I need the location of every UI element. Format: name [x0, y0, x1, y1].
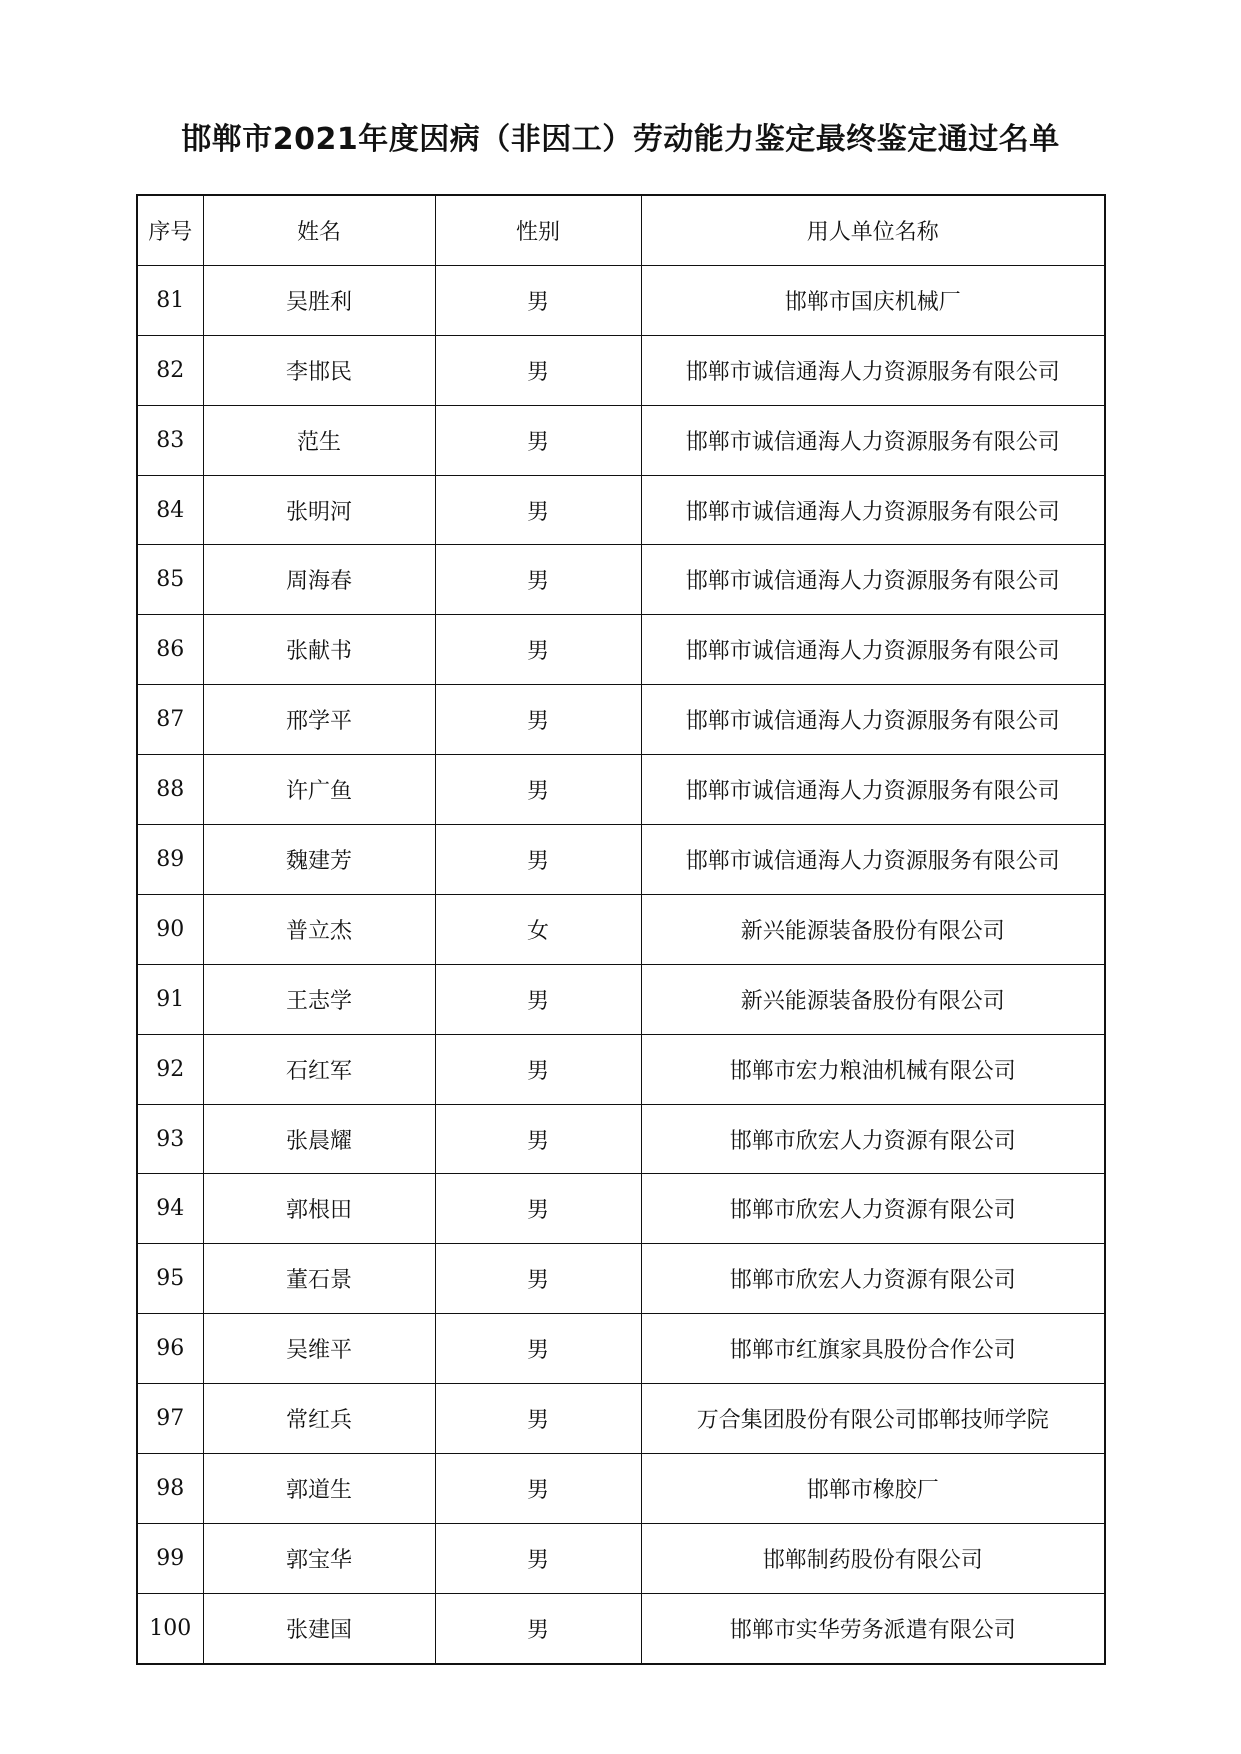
cell-name: 吴胜利: [203, 265, 435, 335]
cell-unit: 万合集团股份有限公司邯郸技师学院: [641, 1384, 1105, 1454]
cell-name: 董石景: [203, 1244, 435, 1314]
cell-unit: 新兴能源装备股份有限公司: [641, 964, 1105, 1034]
cell-unit: 邯郸市橡胶厂: [641, 1454, 1105, 1524]
cell-gender: 男: [435, 1523, 641, 1593]
cell-unit: 邯郸市诚信通海人力资源服务有限公司: [641, 825, 1105, 895]
cell-seq: 99: [137, 1523, 203, 1593]
cell-gender: 男: [435, 964, 641, 1034]
table-row: [137, 1174, 1105, 1244]
cell-unit: 邯郸市国庆机械厂: [641, 265, 1105, 335]
header-seq: 序号: [137, 195, 203, 265]
table-header-row: [137, 195, 1105, 265]
cell-name: 张建国: [203, 1593, 435, 1663]
cell-gender: 男: [435, 1104, 641, 1174]
cell-seq: 82: [137, 335, 203, 405]
cell-name: 石红军: [203, 1034, 435, 1104]
table-row: [137, 1314, 1105, 1384]
cell-seq: 96: [137, 1314, 203, 1384]
cell-unit: 邯郸市红旗家具股份合作公司: [641, 1314, 1105, 1384]
table-row: [137, 615, 1105, 685]
cell-name: 张晨耀: [203, 1104, 435, 1174]
header-unit: 用人单位名称: [641, 195, 1105, 265]
table-row: [137, 405, 1105, 475]
cell-name: 郭根田: [203, 1174, 435, 1244]
cell-name: 张献书: [203, 615, 435, 685]
cell-seq: 83: [137, 405, 203, 475]
cell-seq: 90: [137, 894, 203, 964]
cell-name: 吴维平: [203, 1314, 435, 1384]
cell-unit: 邯郸市诚信通海人力资源服务有限公司: [641, 475, 1105, 545]
cell-gender: 男: [435, 825, 641, 895]
cell-unit: 邯郸市诚信通海人力资源服务有限公司: [641, 335, 1105, 405]
table-row: [137, 1244, 1105, 1314]
cell-unit: 邯郸市实华劳务派遣有限公司: [641, 1593, 1105, 1663]
cell-unit: 邯郸市欣宏人力资源有限公司: [641, 1244, 1105, 1314]
cell-seq: 98: [137, 1454, 203, 1524]
table-row: [137, 685, 1105, 755]
cell-seq: 86: [137, 615, 203, 685]
cell-unit: 邯郸市宏力粮油机械有限公司: [641, 1034, 1105, 1104]
cell-unit: 邯郸市诚信通海人力资源服务有限公司: [641, 405, 1105, 475]
table-row: [137, 545, 1105, 615]
cell-unit: 邯郸市诚信通海人力资源服务有限公司: [641, 545, 1105, 615]
cell-unit: 邯郸市诚信通海人力资源服务有限公司: [641, 685, 1105, 755]
cell-seq: 97: [137, 1384, 203, 1454]
cell-gender: 男: [435, 1454, 641, 1524]
cell-gender: 男: [435, 1314, 641, 1384]
table-row: [137, 1593, 1105, 1663]
cell-name: 魏建芳: [203, 825, 435, 895]
cell-seq: 94: [137, 1174, 203, 1244]
cell-seq: 84: [137, 475, 203, 545]
cell-gender: 男: [435, 1384, 641, 1454]
cell-name: 张明河: [203, 475, 435, 545]
cell-gender: 男: [435, 1244, 641, 1314]
cell-seq: 89: [137, 825, 203, 895]
cell-name: 普立杰: [203, 894, 435, 964]
table-row: [137, 335, 1105, 405]
cell-unit: 邯郸市诚信通海人力资源服务有限公司: [641, 615, 1105, 685]
cell-name: 李邯民: [203, 335, 435, 405]
cell-name: 郭宝华: [203, 1523, 435, 1593]
cell-gender: 男: [435, 545, 641, 615]
cell-seq: 100: [137, 1593, 203, 1663]
cell-gender: 男: [435, 755, 641, 825]
cell-name: 王志学: [203, 964, 435, 1034]
cell-name: 常红兵: [203, 1384, 435, 1454]
cell-unit: 新兴能源装备股份有限公司: [641, 894, 1105, 964]
cell-unit: 邯郸制药股份有限公司: [641, 1523, 1105, 1593]
cell-seq: 87: [137, 685, 203, 755]
table-row: [137, 1523, 1105, 1593]
cell-gender: 男: [435, 405, 641, 475]
cell-seq: 93: [137, 1104, 203, 1174]
table-row: [137, 894, 1105, 964]
cell-seq: 92: [137, 1034, 203, 1104]
cell-unit: 邯郸市欣宏人力资源有限公司: [641, 1174, 1105, 1244]
table-row: [137, 1384, 1105, 1454]
document-title: 邯郸市2021年度因病（非因工）劳动能力鉴定最终鉴定通过名单: [181, 122, 1060, 157]
cell-gender: 男: [435, 475, 641, 545]
table-row: [137, 1454, 1105, 1524]
table-row: [137, 1104, 1105, 1174]
cell-gender: 男: [435, 685, 641, 755]
cell-gender: 男: [435, 1174, 641, 1244]
table-body: [137, 265, 1105, 1663]
cell-name: 邢学平: [203, 685, 435, 755]
table-row: [137, 265, 1105, 335]
cell-seq: 81: [137, 265, 203, 335]
cell-seq: 95: [137, 1244, 203, 1314]
cell-name: 范生: [203, 405, 435, 475]
cell-name: 许广鱼: [203, 755, 435, 825]
header-name: 姓名: [203, 195, 435, 265]
cell-seq: 91: [137, 964, 203, 1034]
cell-gender: 女: [435, 894, 641, 964]
cell-gender: 男: [435, 1034, 641, 1104]
cell-gender: 男: [435, 335, 641, 405]
header-gender: 性别: [435, 195, 641, 265]
table-row: [137, 1034, 1105, 1104]
table-row: [137, 755, 1105, 825]
cell-name: 周海春: [203, 545, 435, 615]
cell-unit: 邯郸市诚信通海人力资源服务有限公司: [641, 755, 1105, 825]
cell-seq: 85: [137, 545, 203, 615]
table-row: [137, 964, 1105, 1034]
table-row: [137, 475, 1105, 545]
cell-gender: 男: [435, 615, 641, 685]
cell-unit: 邯郸市欣宏人力资源有限公司: [641, 1104, 1105, 1174]
cell-gender: 男: [435, 265, 641, 335]
cell-gender: 男: [435, 1593, 641, 1663]
cell-name: 郭道生: [203, 1454, 435, 1524]
cell-seq: 88: [137, 755, 203, 825]
table-row: [137, 825, 1105, 895]
roster-table: [136, 194, 1106, 1665]
